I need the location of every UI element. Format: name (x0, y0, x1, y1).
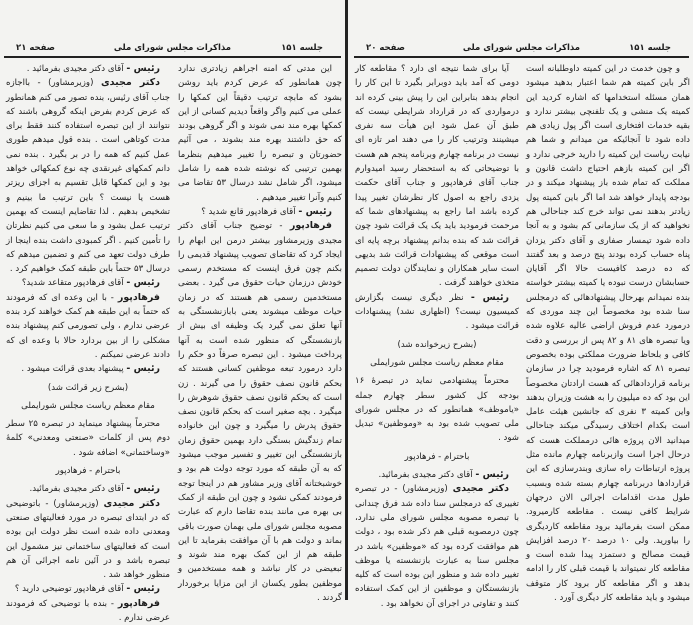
paragraph-text: (وزیرمشاور) - باتوضیحی که در ابتدای تبصره در مورد فعالیتهای صنعتی ومعدنی داده شده است نظر دولت این بوده است که فعالیتهای ساختمانی نیز مشمول این تبصره باشد و در آئین نامه اجرائی آن هم منظور خواهد شد . (6, 498, 170, 581)
session-number: جلسه ۱۵۱ (629, 43, 671, 53)
text-column-left (6, 62, 170, 623)
centered-line (355, 338, 519, 352)
paragraph (178, 62, 342, 205)
paragraph-text: مقام معظم ریاست مجلس شورایملی (370, 357, 504, 368)
speech-paragraph (6, 497, 170, 583)
centered-line (355, 450, 519, 464)
right-page (350, 0, 693, 609)
paragraph-text: پیشنهاد بعدی قرائت میشود . (21, 364, 127, 375)
speech-paragraph (355, 468, 519, 482)
speech-paragraph (6, 362, 170, 376)
text-column-right (526, 62, 691, 603)
speaker-name: رئیس - (126, 363, 160, 375)
paragraph-text: (وزیرمشاور) - بااجازه جناب آقای رئیس، بنده تصور می کنم همانطور که عرض کردم بفرض اینکه گروهی باشند که نتوانند از این تبصره استفاده کنند فقط برای مدت کوتاهی است . بنده قول میدهم طوری عمل کنیم که همه را در بر بگیرد . بنده نمی دانم کمکهای غیرنقدی چه نوع کمکهائی خواهد بود و این کمکها قابل تقسیم به اجزای ریزتر هست یا نیست ؟ باین ترتیب ما بینیم و تشخیص بدهیم . لذا تقاضایم اینست که بهمین ترتیب عمل بشود و ما سعی می کنیم نظرتان را تأمین کنیم . اگر کمبودی داشت بنده اینجا از طرف دولت تعهد می کنم و تضمین میدهم که درسال ۵۳ حتماً باین طبقه کمک خواهیم کرد . (6, 78, 170, 275)
centered-line (355, 356, 519, 370)
paragraph-text: و چون خدمت در این کمیته داوطلبانه است اگر باین کمیته هم شما اعتبار بدهید میشود همان مسئله استخدامها که اشاره کردید این کمیته یک منشی و یک تلفنچی بیشتر ندارد و بقیه خدمات افتخاری است اگر پول زیادی هم داده شود تا آنجائیکه من میدانم و شما هم نیابت ریاست این کمیته را دارید خرجی ندارد و اگر این کمیته بازهم احتیاج داشت قانون و مملکت که تمام شده باز پیشنهاد میکند و در بودجه پایدار خواهد شد اما اگر باین کمیته پول زیادتر بدهند نمی تواند خرج کند جناحالی هم نخواهید که از یک سازمانی کم بشود و به آنجا داده شود تیمسار صفاری و آقای دکتر یزدان پناه حساب کرده بودند پنج درصد و بعد گفتند که ده درصد کافیست حالا اگر آقایان حسابشان درست نبوده یا کمیته بیشتر خواسته بنده نمیدانم بهرحال پیشنهادهائی که درمجلس سنا شده بود مخصوصاً این چند موردی که درمورد عدم فروش اراضی عالیه علاوه شده ویا تبصره های ۸۱ و ۸۲ پس از بررسی و دقت کافی و بلحاظ ضرورت مملکتی بوده بخصوص تبصره ۸۱ که اشاره فرمودید چرا در سازمان برنامه قراردادهائی که هست ارادتان مخصوصاً این بود که ده میلیون را به هشت وزیران بدهند واین کمیته ۳ نفری که جانشین هیئت عامل است بکدام اختلاف رسیدگی میکند جناحالی میدانید الان پروژه هائی درمملکت هست که درحال اجرا است وازبرنامه چهارم مانده مثل پروژه ارتباطات راه سازی وبندرسازی که این قراردادها دربرنامه چهارم بسته شده وبسبب طول مدت اقدامات اجرائی الان درجهان شرایط کافی نیست . مقاطعه کارمیرود. ممکن است بفرمائید برود مقاطعه کاردیگری را بیاورید. ولی ۱۰ درصد ۲۰ درصد افزایش قیمت مصالح و دستمزد پیدا شده است و مقاطعه کار نمیتواند با قیمت قبلی کار را ادامه بدهد و اگر مقاطعه کار برود کار متوقف میشود و باید مقاطعه کار دیگری آورد . (526, 64, 691, 603)
speech-paragraph (6, 582, 170, 596)
paragraph (526, 62, 690, 605)
paragraph-text: محترماً پیشنهادمی نماید در تبصرهٔ ۱۶ بودجه کل کشور سطر چهارم جمله «یاموظف» همانطور که در مجلس شورای ملی تصویب شده بود به «وموظفین» تبدیل شود . (355, 376, 519, 444)
centered-line (6, 464, 170, 478)
speech-paragraph (6, 276, 170, 290)
speech-paragraph (6, 62, 170, 76)
text-column-right (178, 62, 342, 603)
centered-line (6, 381, 170, 395)
paragraph-text: آقای دکتر مجیدی بفرمائید. (378, 470, 476, 481)
speech-paragraph (6, 291, 170, 362)
paragraph-text: (بشرح زیر قرائت شد) (47, 382, 129, 393)
paragraph (355, 62, 519, 291)
speaker-name: رئیس - (126, 63, 160, 74)
text-column-left (355, 62, 519, 609)
page-header (354, 40, 689, 58)
speaker-name: فرهادپور (117, 597, 160, 609)
page-spine-divider (345, 0, 348, 600)
session-number: جلسه ۱۵۱ (281, 43, 323, 53)
speech-paragraph (355, 291, 519, 334)
centered-line (6, 399, 170, 413)
paragraph-text: آقای فرهادپور توضیحی دارید ؟ (14, 584, 127, 595)
speech-paragraph (6, 76, 170, 276)
page-header (4, 40, 341, 58)
speaker-name: دکتر مجیدی (452, 483, 510, 495)
paragraph-text: مقام معظم ریاست مجلس شورایملی (21, 400, 155, 411)
paragraph-text: محترماً پیشنهاد مینماید در تبصره ۲۵ سطر دوم پس از کلمات «صنعتی ومعدنی» کلمهٔ «وساختمانی» اضافه شود . (6, 419, 170, 458)
speaker-name: رئیس - (126, 483, 160, 495)
paragraph-text: آقای فرهادپور قانع شدید ؟ (201, 206, 299, 217)
speaker-name: رئیس - (126, 583, 160, 595)
speaker-name: دکتر مجیدی (100, 77, 161, 89)
running-title: مذاکرات مجلس شورای ملی (462, 43, 581, 53)
paragraph-text: - با این وعده ای که فرمودند که حتماً به این طبقه هم کمک خواهند کرد بنده عرضی ندارم ، ولی تصورمی کنم پیشنهاد بنده مشکلی را از بین بردارد حالا با وعده ای که دادند عرضی نمیکنم . (6, 292, 170, 360)
paragraph-text: باحترام - فرهادپور (404, 451, 470, 462)
speaker-name: رئیس - (298, 205, 332, 217)
speech-paragraph (178, 205, 342, 219)
speaker-name: رئیس - (470, 291, 509, 303)
paragraph-text: آقای دکتر مجیدی بفرمائید . (26, 64, 127, 74)
running-title: مذاکرات مجلس شورای ملی (113, 43, 232, 53)
paragraph (6, 417, 170, 460)
speech-paragraph (178, 219, 342, 605)
speaker-name: دکتر مجیدی (103, 497, 160, 509)
paragraph-text: آیا برای شما نتیجه ای دارد ؟ مقاطعه کار دومی که آمد باید دوبرابر بگیرد تا این کار را انجام بدهد بنابراین این را پیش بینی کرده اند درمواردی که در قرارداد شرایطی نیست که طبق آن عمل شود این هیأت سه نفری میشینند وترتیب کار را می دهند امر تازه ای نیست در برنامه چهارم وبرنامه پنجم هم هست با توضیحاتی که به استحضار رسید امیدوارم جناب آقای فرهادپور و جناب آقای حکمت یزدی راجع به اصول کار نظرشان تغییر پیدا کرده باشد اما راجع به پیشنهادهای شما که مرحمت فرمودید باید یک یک قرائت شود چون قرائت شد که بنده بدانم پیشنهاد برچه پایه ای است موقعی که پیشنهادات قرائت شد بدیهی است سایر همکاران و نمایندگان دولت تصمیم متخذی خواهند گرفت . (355, 64, 519, 289)
paragraph-text: باحترام - فرهادپور (55, 466, 121, 477)
speech-paragraph (6, 597, 170, 625)
paragraph-text: این مدتی که امنه اجراهم زیادتری ندارد چون همانطور که عرض کردم باید روشن بشود که مابچه ترتیب دقیقاً این کمکها را عملی می کنیم واگر واقعاً دیدیم کسانی از این کمکها بهره مند نمی شوند و اگر گروهی بودند که حق داشتند بهره مند بشوند ، می آئیم حضورتان و تبصره را تغییر میدهیم بنظرما بهمین ترتیبی که نوشته شده همه را شامل میشود، اگر شامل نشد درسال ۵۳ تقاضا می کنیم وآنرا تغییر میدهیم . (178, 64, 342, 203)
speech-paragraph (6, 482, 170, 496)
paragraph-text: آقای فرهادپور متقاعد شدید؟ (21, 278, 127, 289)
speaker-name: رئیس - (475, 469, 509, 481)
paragraph (355, 374, 519, 445)
left-page (0, 0, 345, 623)
speaker-name: فرهادپور (289, 220, 332, 232)
paragraph-text: - توضیح جناب آقای دکتر مجیدی وزیرمشاور بیشتر درمن این ابهام را ایجاد کرد که تقاضای تصویب پیشنهاد قدیمی را بکنم چون فرق اینست که مستخدم رسمی خودش درزمان حیات حقوق می گیرد . بعضی مستخدمین رسمی هم هستند که در زمان حیات موظف میشوند یعنی بابازنشستگی به آنها تعلق نمی گیرد یک وظیفه ای بیش از بازنشستگی که منظور شده است به آنها پرداخت میشود . این تبصره صرفاً دو حکم را دارد درمورد تبعه موظفین کسانی هستند که بحکم قانون نصف حقوق را می گیرند . زن است که بحکم قانون نصف حقوق شوهرش را میگیرد . بچه صغیر است که بحکم قانون نصف حقوق پدرش را میگیرد و چون این خانواده تمام زندگیش بستگی دارد بهمین حقوق زمان بازنشستگی این تغییر و تفسیر موجب میشود که به آن طبقه که مورد توجه دولت هم بود و خوشبختانه آقای وزیر مشاور هم در اینجا توجه فرمودند کمکی نشود و چون این طبقه از کمک بی بهره می مانند بنده تقاضا دارم که عبارت مصوبه مجلس شورای ملی بهمان صورت باقی بماند و دولت هم با آن موافقت بفرماید تا این طبقه هم از این کمک بهره مند شوند و تبعیضی در کار نباشد و همه مستخدمین و موظفین بطور یکسان از این مزایا برخوردار گردند . (178, 221, 342, 603)
speaker-name: فرهادپور (117, 291, 160, 303)
paragraph-text: آقای دکتر مجیدی بفرمائید. (29, 484, 127, 495)
paragraph-text: (بشرح زیرخوانده شد) (397, 339, 477, 350)
speaker-name: رئیس - (126, 277, 160, 289)
paragraph-text: نظر دیگری نیست بگزارش کمیسیون نیست؟ (اظهاری نشد) پیشنهادات قرائت میشود . (355, 292, 519, 332)
paragraph-text: - بنده با توضیحی که فرمودند عرضی ندارم . (6, 598, 170, 623)
speech-paragraph (355, 482, 519, 611)
paragraph-text: (وزیرمشاور) - در تبصره تغییری که درمجلس سنا داده شد فرق چندانی با تبصره مصوبه مجلس شورای ملی ندارد، چون درمصوبه قبلی هم ذکر شده بود ، دولت هم موافقت کرده بود که «موظفین» باشد در مجلس سنا به عبارت بازنشسته یا موظف تغییر داده شد و منظور این بوده است که کلیه بازنشستگان و موظفین از این کمک استفاده کنند و تفاوتی در اجرای آن نخواهد بود . (355, 484, 519, 609)
page-number: صفحه ۲۱ (16, 43, 55, 53)
page-number: صفحه ۲۰ (366, 43, 405, 53)
